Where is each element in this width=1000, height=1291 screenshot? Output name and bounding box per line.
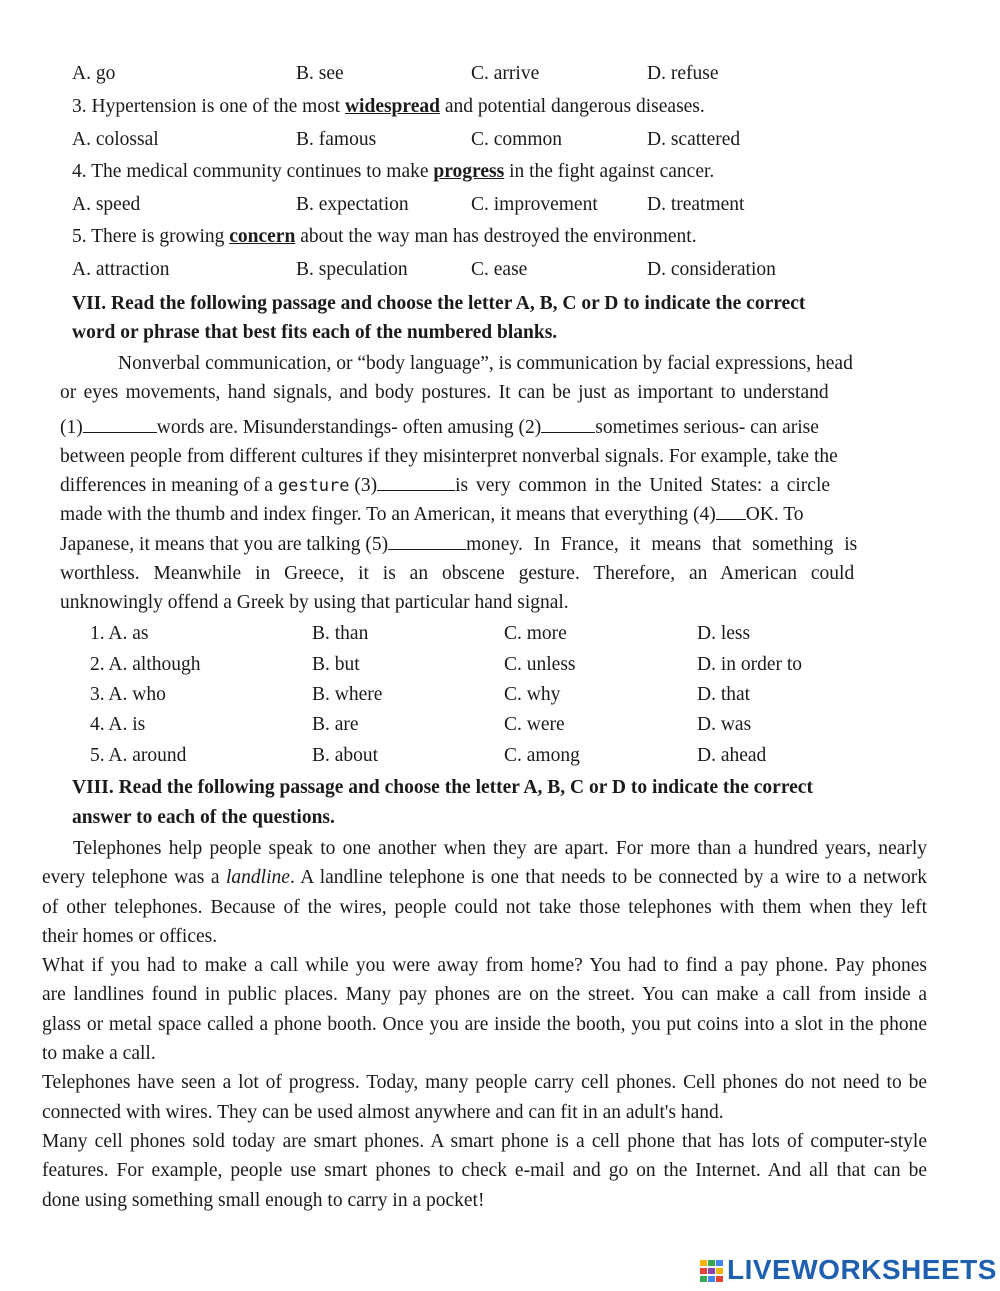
passage-line-text: unknowingly offend a Greek by using that particular hand signal.: [60, 592, 569, 614]
s7-q3-option-c: C. why: [504, 684, 561, 705]
s7-q5-option-a: 5. A. around: [90, 745, 187, 766]
q3-option-a: A. colossal: [72, 129, 159, 150]
q5-option-a: A. attraction: [72, 259, 170, 280]
q3-post: and potential dangerous diseases.: [439, 96, 705, 117]
passage-line-text: to make a call.: [42, 1043, 156, 1065]
section8-heading-line2: answer to each of the questions.: [72, 807, 335, 828]
q2-option-a: A. go: [72, 63, 116, 84]
q4-option-d: D. treatment: [647, 194, 745, 215]
passage-line-text: Many cell phones sold today are smart phones. A smart phone is a cell phone that has lots of computer-style: [42, 1130, 927, 1152]
passage-text: money. In France, it means that something is: [466, 533, 858, 555]
blank-5[interactable]: [388, 533, 466, 550]
q4-pre: 4. The medical community continues to make: [72, 161, 434, 182]
passage-line: [42, 893, 927, 922]
q5-stem: [72, 226, 697, 248]
q4-option-c: C. improvement: [471, 194, 598, 215]
passage-line-text: worthless. Meanwhile in Greece, it is an obscene gesture. Therefore, an American could: [60, 563, 855, 585]
passage-line: [42, 1068, 927, 1097]
s7-q2-option-d: D. in order to: [697, 654, 803, 675]
q4-option-a: A. speed: [72, 194, 141, 215]
s7-q4-option-c: C. were: [504, 714, 565, 735]
s7-q2-option-a: 2. A. although: [90, 654, 201, 675]
q2-option-d: D. refuse: [647, 63, 719, 84]
passage-line: [42, 951, 927, 980]
gesture-word: gesture: [277, 476, 350, 497]
q2-option-c: C. arrive: [471, 63, 540, 84]
s7-q5-option-d: D. ahead: [697, 745, 767, 766]
s7-q5-option-c: C. among: [504, 745, 580, 766]
passage-line-text: are landlines found in public places. Many pay phones are on the street. You can make a call from inside a: [42, 984, 927, 1006]
passage-line: [60, 500, 905, 529]
passage-line-text: done using something small enough to carry in a pocket!: [42, 1189, 485, 1211]
s7-q5-option-b: B. about: [312, 745, 379, 766]
passage-line-text: [60, 530, 857, 559]
passage-line: [42, 1156, 927, 1185]
passage-line-text: connected with wires. They can be used almost anywhere and can fit in an adult's hand.: [42, 1101, 724, 1123]
s7-q1-option-d: D. less: [697, 623, 751, 644]
passage-line-text: [60, 500, 804, 529]
q3-option-c: C. common: [471, 129, 562, 150]
section7-heading-line1: VII. Read the following passage and choose the letter A, B, C or D to indicate the correct: [72, 293, 806, 314]
s7-q2-option-c: C. unless: [504, 654, 576, 675]
passage-text: is very common in the United States: a circle: [455, 475, 831, 497]
passage-line-text: What if you had to make a call while you were away from home? You had to find a pay phone. Pay phones: [42, 955, 927, 977]
passage-line-text: or eyes movements, hand signals, and body postures. It can be just as important to understand: [60, 382, 829, 404]
passage-line-text: their homes or offices.: [42, 925, 218, 947]
passage-line-text: glass or metal space called a phone booth. Once you are inside the booth, you put coins into a slot in the phone: [42, 1013, 927, 1035]
s7-q3-option-d: D. that: [697, 684, 751, 705]
blank-3-label: (3): [349, 475, 378, 497]
q5-keyword: concern: [229, 226, 296, 247]
section7-heading-line2: word or phrase that best fits each of the numbered blanks.: [72, 322, 558, 343]
s7-q2-option-b: B. but: [312, 654, 360, 675]
q3-keyword: widespread: [344, 96, 440, 117]
q4-option-b: B. expectation: [296, 194, 409, 215]
q5-option-d: D. consideration: [647, 259, 776, 280]
s7-q4-option-d: D. was: [697, 714, 752, 735]
q4-stem: [72, 161, 714, 183]
passage-text: Japanese, it means that you are talking (5): [60, 533, 389, 555]
liveworksheets-logo-icon: [700, 1260, 724, 1282]
passage-line: [60, 559, 905, 588]
section8-passage: [42, 834, 927, 1215]
passage-line-text: [60, 413, 819, 442]
passage-text: OK. To: [745, 504, 804, 526]
passage-line-text: features. For example, people use smart phones to check e-mail and go on the Internet. And all that can be: [42, 1160, 927, 1182]
s7-q3-option-b: B. where: [312, 684, 383, 705]
s7-q4-option-a: 4. A. is: [90, 714, 146, 735]
blank-2[interactable]: [541, 416, 595, 433]
passage-line-text: Nonverbal communication, or “body language”, is communication by facial expressions, head: [118, 353, 853, 374]
passage-line: [60, 413, 905, 442]
q5-option-c: C. ease: [471, 259, 528, 280]
passage-line: [42, 1010, 927, 1039]
passage-line-text: [60, 471, 830, 500]
passage-line: [42, 863, 927, 892]
passage-line: [60, 378, 905, 407]
s7-q1-option-b: B. than: [312, 623, 369, 644]
passage-line-text: every telephone was a landline. A landline telephone is one that needs to be connected by a wire to a network: [42, 867, 927, 889]
q5-pre: 5. There is growing: [72, 226, 230, 247]
blank-1-label: (1): [60, 416, 83, 438]
passage-line: [42, 922, 927, 951]
passage-text: words are. Misunderstandings- often amusing (2): [156, 416, 542, 438]
blank-3[interactable]: [377, 474, 455, 491]
passage-text: differences in meaning of a: [60, 475, 278, 497]
q4-post: in the fight against cancer.: [504, 161, 715, 182]
passage-line: [42, 1098, 927, 1127]
passage-line-text: of other telephones. Because of the wires, people could not take those telephones with them when they left: [42, 896, 927, 918]
liveworksheets-logo: [700, 1252, 1000, 1288]
q2-option-b: B. see: [296, 63, 344, 84]
passage-line: [42, 1186, 927, 1215]
passage-line-text: Telephones have seen a lot of progress. Today, many people carry cell phones. Cell phones do not need to be: [42, 1072, 927, 1094]
q3-option-d: D. scattered: [647, 129, 741, 150]
q5-post: about the way man has destroyed the environment.: [295, 226, 697, 247]
passage-line: [60, 349, 905, 378]
liveworksheets-logo-text: LIVEWORKSHEETS: [727, 1254, 997, 1285]
italic-term: landline: [226, 867, 290, 889]
passage-text: made with the thumb and index finger. To an American, it means that everything (4): [60, 504, 716, 526]
section8-heading-line1: VIII. Read the following passage and choose the letter A, B, C or D to indicate the correct: [72, 777, 813, 798]
q3-pre: 3. Hypertension is one of the most: [72, 96, 345, 117]
s7-q1-option-a: 1. A. as: [90, 623, 149, 644]
passage-line: [60, 471, 905, 500]
s7-q3-option-a: 3. A. who: [90, 684, 166, 705]
passage-line: [42, 980, 927, 1009]
q3-option-b: B. famous: [296, 129, 377, 150]
passage-line-text: Telephones help people speak to one another when they are apart. For more than a hundred years, nearly: [73, 838, 927, 859]
blank-1[interactable]: [83, 416, 157, 433]
passage-line: [42, 1039, 927, 1068]
s7-q4-option-b: B. are: [312, 714, 359, 735]
passage-line: [42, 834, 927, 863]
passage-text: sometimes serious- can arise: [595, 416, 819, 438]
s7-q1-option-c: C. more: [504, 623, 567, 644]
q3-stem: [72, 96, 705, 118]
q4-keyword: progress: [433, 161, 505, 182]
blank-4[interactable]: [716, 503, 746, 520]
q5-option-b: B. speculation: [296, 259, 408, 280]
section7-passage: [60, 349, 905, 618]
passage-line: [60, 588, 905, 617]
passage-line: [42, 1127, 927, 1156]
passage-line-text: between people from different cultures if they misinterpret nonverbal signals. For example, take the: [60, 445, 838, 467]
passage-line: [60, 442, 905, 471]
passage-line: [60, 530, 905, 559]
